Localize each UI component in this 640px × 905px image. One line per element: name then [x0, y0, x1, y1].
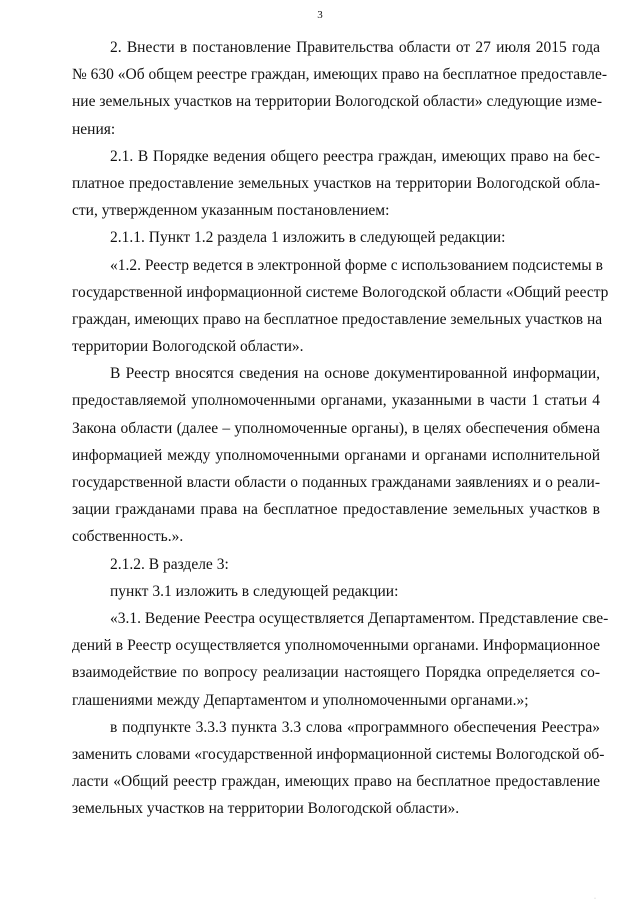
text-line: государственной власти области о поданных гражданами заявлениях и о реали- [72, 474, 600, 491]
text-line: 2.1. В Порядке ведения общего реестра граждан, имеющих право на бес- [110, 147, 600, 165]
text-line: граждан, имеющих право на бесплатное предоставление земельных участков на [72, 310, 603, 328]
text-line: № 630 «Об общем реестре граждан, имеющих право на бесплатное предоставле- [72, 66, 608, 84]
text-line: пункт 3.1 изложить в следующей редакции: [110, 582, 399, 600]
text-line: ние земельных участков на территории Вологодской области» следующие изме- [72, 93, 603, 111]
text-line: платное предоставление земельных участков на территории Вологодской обла- [72, 174, 600, 192]
text-line: ласти «Общий реестр граждан, имеющих право на бесплатное предоставление [72, 773, 600, 791]
paragraph-3-3-3 [72, 714, 605, 823]
paragraph-3-1-quote [72, 605, 609, 714]
scan-speck: · [594, 896, 596, 902]
text-line: предоставляемой уполномоченными органами, указанными в части 1 статьи 4 [72, 392, 600, 410]
text-line: территории Вологодской области». [72, 338, 304, 356]
text-line: 2.1.1. Пункт 1.2 раздела 1 изложить в следующей редакции: [110, 229, 506, 247]
paragraph-2-1-2 [72, 551, 600, 578]
text-line: земельных участков на территории Вологодской области». [72, 800, 460, 818]
text-line: В Реестр вносятся сведения на основе документированной информации, [110, 365, 600, 383]
text-line: зации гражданами права на бесплатное предоставление земельных участков в [72, 501, 600, 519]
paragraph-2-1 [72, 143, 600, 225]
text-line: собственность.». [72, 528, 184, 546]
text-line: информацией между уполномоченными органами и органами исполнительной [72, 446, 600, 464]
paragraph-2 [72, 34, 608, 143]
text-line: «1.2. Реестр ведется в электронной форме с использованием подсистемы в [110, 256, 603, 274]
document-body [72, 34, 609, 822]
paragraph-registry-info [72, 360, 600, 550]
text-line: государственной информационной системе Вологодской области «Общий реестр [72, 283, 609, 301]
text-line: Закона области (далее – уполномоченные органы), в целях обеспечения обмена [72, 419, 600, 437]
paragraph-point-3-1 [72, 578, 600, 605]
text-line: глашениями между Департаментом и уполномоченными органами.»; [72, 691, 529, 709]
text-line: дений в Реестр осуществляется уполномоченными органами. Информационное [72, 637, 600, 655]
paragraph-1-2-quote [72, 252, 609, 361]
paragraph-2-1-1 [72, 224, 600, 251]
text-line: нения: [72, 120, 116, 138]
page-number: 3 [317, 9, 323, 21]
text-line: сти, утвержденном указанным постановлением: [72, 202, 390, 220]
text-line: 2.1.2. В разделе 3: [110, 555, 229, 573]
text-line: 2. Внести в постановление Правительства области от 27 июля 2015 года [110, 39, 600, 56]
text-line: взаимодействие по вопросу реализации настоящего Порядка определяется со- [72, 664, 600, 682]
text-line: «3.1. Ведение Реестра осуществляется Департаментом. Представление све- [110, 609, 609, 627]
text-line: в подпункте 3.3.3 пункта 3.3 слова «программного обеспечения Реестра» [110, 718, 600, 736]
text-line: заменить словами «государственной информационной системы Вологодской об- [72, 745, 605, 763]
